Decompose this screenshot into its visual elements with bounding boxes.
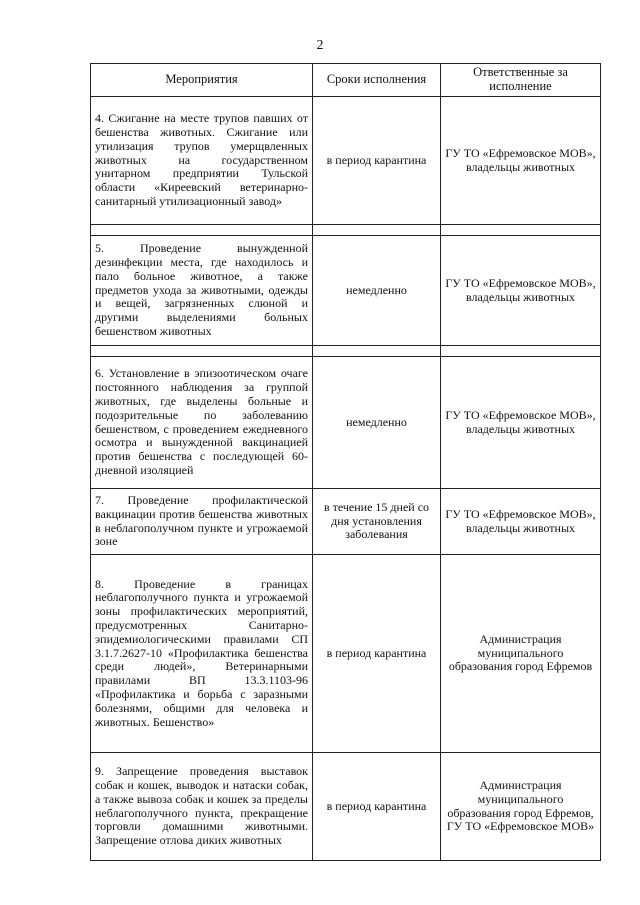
responsible-cell: Администрация муниципального образования город Ефремов <box>441 555 601 753</box>
term-cell: немедленно <box>313 236 441 346</box>
page-number: 2 <box>316 38 324 53</box>
spacer-cell <box>313 225 441 236</box>
table-row <box>91 236 601 346</box>
table-row <box>91 357 601 489</box>
header-measures: Мероприятия <box>91 64 313 97</box>
measures-table <box>90 63 601 861</box>
measure-cell: 6. Установление в эпизоотическом очаге постоянного наблюдения за группой животных, где выделены больные и подозрительные по заболеванию бешенством, с проведением ежедневного осмотра и вынужденной вакцинацией против бешенства с последующей 60-дневной изоляцией <box>91 357 313 489</box>
table-spacer-row <box>91 346 601 357</box>
table-row <box>91 489 601 555</box>
measure-cell: 9. Запрещение проведения выставок собак и кошек, выводок и натаски собак, а также вывоза собак и кошек за пределы неблагополучного пункта, прекращение торговли домашними животными. Запрещение отлова диких животных <box>91 753 313 861</box>
responsible-cell: ГУ ТО «Ефремовское МОВ», владельцы животных <box>441 357 601 489</box>
term-cell: в период карантина <box>313 753 441 861</box>
responsible-cell: ГУ ТО «Ефремовское МОВ», владельцы животных <box>441 97 601 225</box>
table-header-row <box>91 64 601 97</box>
term-cell: немедленно <box>313 357 441 489</box>
spacer-cell <box>313 346 441 357</box>
spacer-cell <box>91 346 313 357</box>
header-term: Сроки исполнения <box>313 64 441 97</box>
spacer-cell <box>441 346 601 357</box>
spacer-cell <box>91 225 313 236</box>
term-cell: в период карантина <box>313 97 441 225</box>
responsible-cell: ГУ ТО «Ефремовское МОВ», владельцы животных <box>441 489 601 555</box>
header-responsible: Ответственные за исполнение <box>441 64 601 97</box>
spacer-cell <box>441 225 601 236</box>
measure-cell: 5. Проведение вынужденной дезинфекции места, где находилось и пало больное животное, а также предметов ухода за животными, одежды и вещей, загрязненных слюной и другими выделениями больных бешенством животных <box>91 236 313 346</box>
measure-cell: 7. Проведение профилактической вакцинации против бешенства животных в неблагополучном пункте и угрожаемой зоне <box>91 489 313 555</box>
measure-cell: 8. Проведение в границах неблагополучного пункта и угрожаемой зоны профилактических мероприятий, предусмотренных Санитарно-эпидемиологическими правилами СП 3.1.7.2627-10 «Профилактика бешенства среди людей», Ветеринарными правилами ВП 13.3.1103-96 «Профилактика и борьба с заразными болезнями, общими для человека и животных. Бешенство» <box>91 555 313 753</box>
table-row <box>91 555 601 753</box>
table-spacer-row <box>91 225 601 236</box>
term-cell: в течение 15 дней со дня установления заболевания <box>313 489 441 555</box>
term-cell: в период карантина <box>313 555 441 753</box>
responsible-cell: ГУ ТО «Ефремовское МОВ», владельцы животных <box>441 236 601 346</box>
responsible-cell: Администрация муниципального образования город Ефремов, ГУ ТО «Ефремовское МОВ» <box>441 753 601 861</box>
table-row <box>91 97 601 225</box>
measure-cell: 4. Сжигание на месте трупов павших от бешенства животных. Сжигание или утилизация трупов умерщвленных животных на государственном унитарном предприятии Тульской области «Киреевский ветеринарно-санитарный утилизационный завод» <box>91 97 313 225</box>
table-row <box>91 753 601 861</box>
